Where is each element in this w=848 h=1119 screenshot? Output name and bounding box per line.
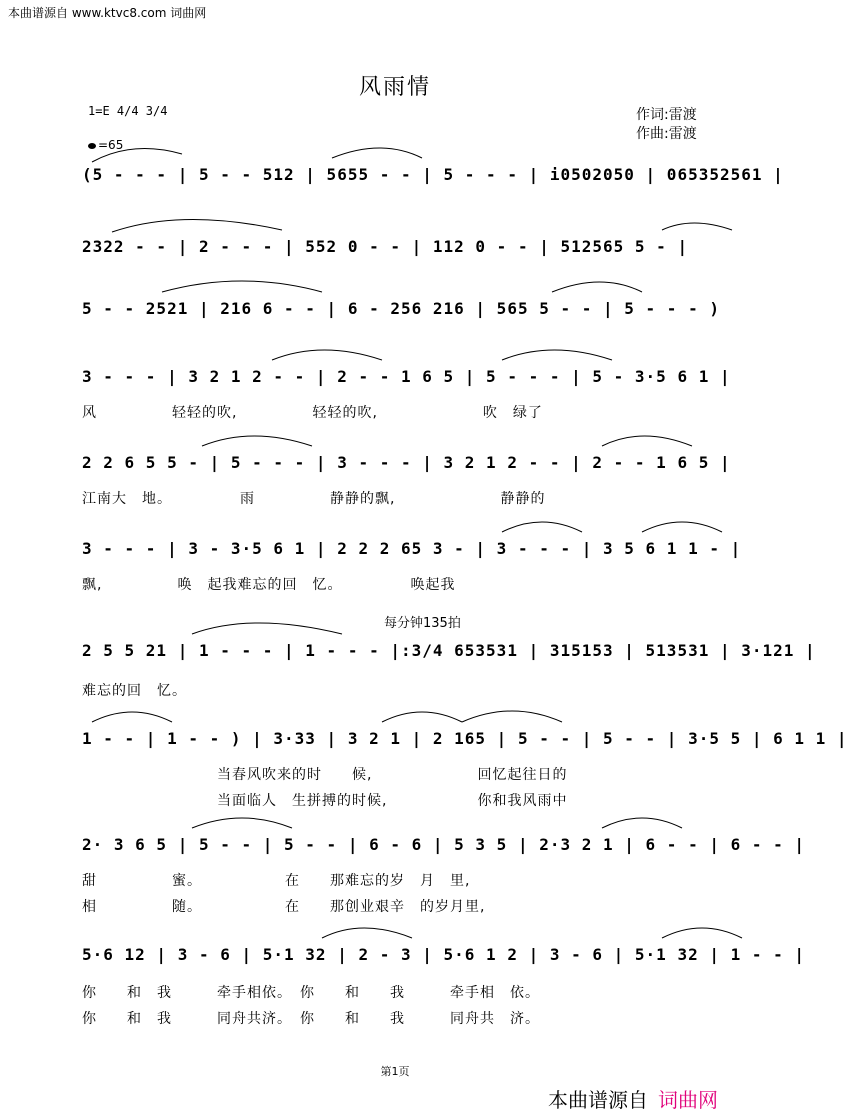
- lyric-line-7b: 你 和 我 同舟共济。 你 和 我 同舟共 济。: [82, 1011, 540, 1027]
- notation-row-4: [82, 360, 742, 406]
- notation-row-2: [82, 230, 742, 276]
- notation-line: 1 - - | 1 - - ) | 3·33 | 3 2 1 | 2 165 | 5 - - | 5 - - | 3·5 5 | 6 1 1 |: [82, 729, 848, 748]
- lyricist-credit: 作词:雷渡: [636, 107, 697, 123]
- notation-line: 2322 - - | 2 - - - | 552 0 - - | 112 0 - - | 512565 5 - |: [82, 237, 689, 256]
- notation-line: (5 - - - | 5 - - 512 | 5655 - - | 5 - - - | i0502050 | 065352561 |: [82, 165, 784, 184]
- watermark-text: 本曲谱源自 www.ktvc8.com 词曲网: [8, 6, 207, 20]
- notation-line: 5 - - 2521 | 216 6 - - | 6 - 256 216 | 565 5 - - | 5 - - - ): [82, 299, 720, 318]
- lyric-line-1: 风 轻轻的吹, 轻轻的吹, 吹 绿了: [82, 405, 543, 421]
- notation-row-10: [82, 938, 806, 984]
- composer-credit: 作曲:雷渡: [636, 126, 697, 142]
- notation-row-5: [82, 446, 742, 492]
- brand-left-text: 本曲谱源自: [548, 1088, 648, 1112]
- brand-mark: [548, 1084, 718, 1113]
- lyric-line-5a: 当春风吹来的时 候, 回忆起往日的: [82, 767, 568, 783]
- page-number: 第1页: [380, 1065, 410, 1078]
- notation-line: 2 2 6 5 5 - | 5 - - - | 3 - - - | 3 2 1 2 - - | 2 - - 1 6 5 |: [82, 453, 731, 472]
- brand-right-text: 词曲网: [658, 1088, 718, 1112]
- notation-row-3: [82, 292, 742, 338]
- lyric-line-2: 江南大 地。 雨 静静的飘, 静静的: [82, 491, 546, 507]
- lyric-line-3: 飘, 唤 起我难忘的回 忆。 唤起我: [82, 577, 456, 593]
- tempo-change-marking: 每分钟135拍: [384, 616, 461, 631]
- lyric-line-7a: 你 和 我 牵手相依。 你 和 我 牵手相 依。: [82, 985, 540, 1001]
- lyric-line-5b: 当面临人 生拼搏的时候, 你和我风雨中: [82, 793, 568, 809]
- lyric-line-4: 难忘的回 忆。: [82, 683, 187, 699]
- tempo-value: =65: [98, 138, 124, 152]
- notation-row-9: [82, 828, 806, 874]
- notation-line: 5·6 12 | 3 - 6 | 5·1 32 | 2 - 3 | 5·6 1 2 | 3 - 6 | 5·1 32 | 1 - - |: [82, 945, 806, 964]
- notation-row-7: [82, 634, 816, 680]
- notation-row-8: [82, 722, 848, 768]
- lyric-line-6b: 相 随。 在 那创业艰辛 的岁月里,: [82, 899, 486, 915]
- notation-row-6: [82, 532, 742, 578]
- key-signature: 1=E 4/4 3/4: [88, 104, 168, 118]
- notation-line: 2· 3 6 5 | 5 - - | 5 - - | 6 - 6 | 5 3 5 | 2·3 2 1 | 6 - - | 6 - - |: [82, 835, 806, 854]
- lyric-line-6a: 甜 蜜。 在 那难忘的岁 月 里,: [82, 873, 471, 889]
- notation-line: 2 5 5 21 | 1 - - - | 1 - - - |:3/4 653531 | 315153 | 513531 | 3·121 |: [82, 641, 816, 660]
- notation-line: 3 - - - | 3 2 1 2 - - | 2 - - 1 6 5 | 5 - - - | 5 - 3·5 6 1 |: [82, 367, 731, 386]
- notation-line: 3 - - - | 3 - 3·5 6 1 | 2 2 2 65 3 - | 3 - - - | 3 5 6 1 1 - |: [82, 539, 742, 558]
- song-title: 风雨情: [358, 75, 431, 100]
- notation-row-1: [82, 158, 784, 204]
